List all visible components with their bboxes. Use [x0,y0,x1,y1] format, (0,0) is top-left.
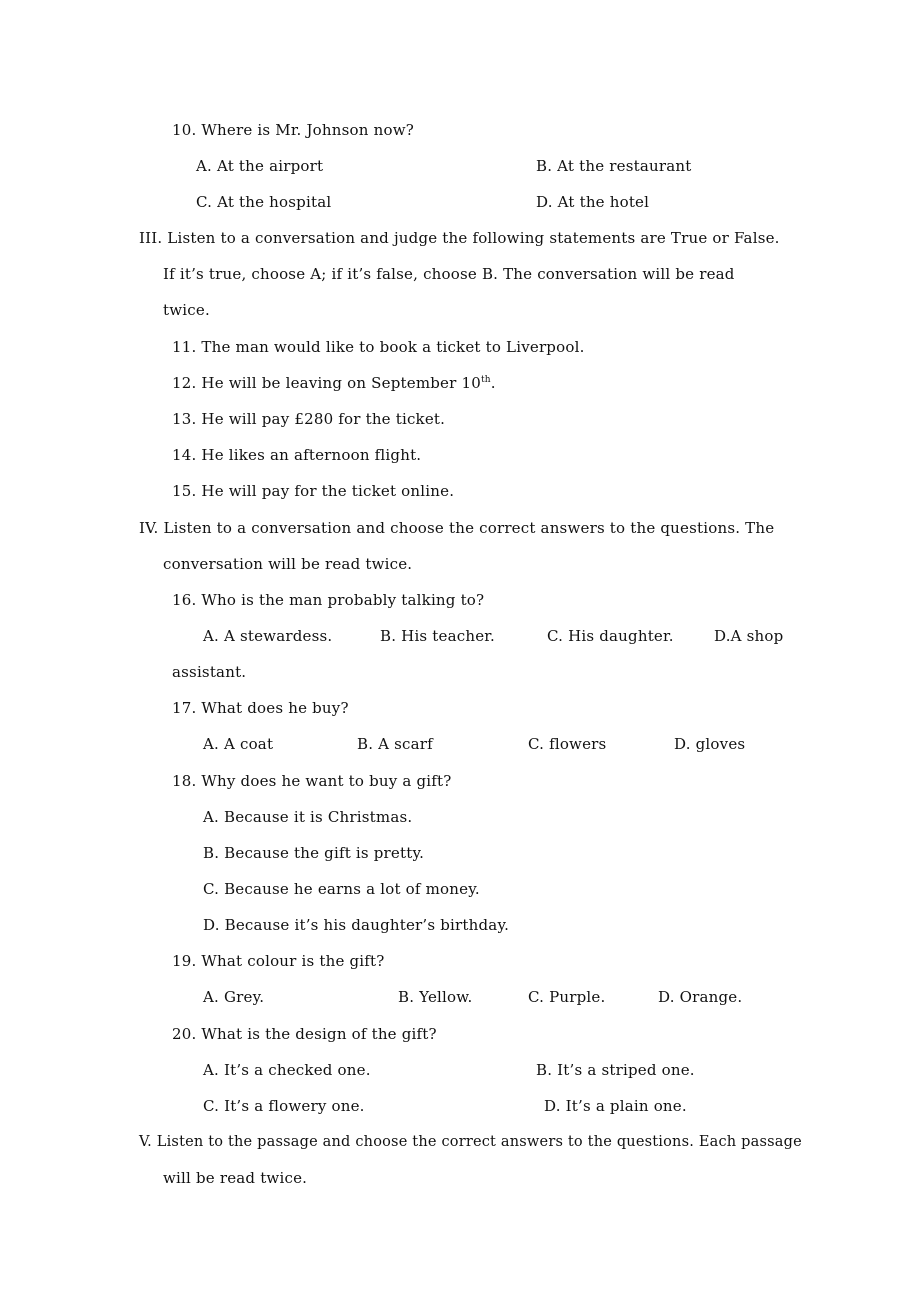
q19-option-a: A. Grey. [203,988,265,1006]
section-3-instructions: If it’s true, choose A; if it’s false, choose B. The conversation will be read [163,265,735,283]
q20-option-d: D. It’s a plain one. [544,1097,687,1115]
statement-15: 15. He will pay for the ticket online. [172,482,455,500]
question-17: 17. What does he buy? [172,699,349,717]
q20-option-c: C. It’s a flowery one. [203,1097,365,1115]
q10-option-a: A. At the airport [196,157,324,175]
q16-option-b: B. His teacher. [380,627,495,645]
q19-option-b: B. Yellow. [398,988,473,1006]
question-18: 18. Why does he want to buy a gift? [172,772,452,790]
question-10: 10. Where is Mr. Johnson now? [172,121,414,139]
q10-option-d: D. At the hotel [536,193,650,211]
statement-13: 13. He will pay £280 for the ticket. [172,410,446,428]
section-3-instructions-end: twice. [163,301,210,319]
section-3-heading: III. Listen to a conversation and judge the following statements are True or False. [139,229,780,247]
q17-option-b: B. A scarf [357,735,433,753]
q19-option-c: C. Purple. [528,988,606,1006]
section-5-instructions: will be read twice. [163,1169,308,1187]
q10-option-b: B. At the restaurant [536,157,692,175]
q18-option-d: D. Because it’s his daughter’s birthday. [203,916,510,934]
question-20: 20. What is the design of the gift? [172,1025,437,1043]
question-16: 16. Who is the man probably talking to? [172,591,485,609]
statement-11: 11. The man would like to book a ticket to Liverpool. [172,338,585,356]
q16-option-d: D.A shop [714,627,784,645]
q18-option-b: B. Because the gift is pretty. [203,844,425,862]
section-4-heading: IV. Listen to a conversation and choose the correct answers to the questions. The [139,519,775,537]
q16-option-a: A. A stewardess. [203,627,333,645]
q17-option-c: C. flowers [528,735,607,753]
q17-option-d: D. gloves [674,735,746,753]
section-5-heading: V. Listen to the passage and choose the correct answers to the questions. Each passage [139,1134,802,1150]
q16-option-d-continued: assistant. [172,663,247,681]
q18-option-a: A. Because it is Christmas. [203,808,413,826]
superscript-th: th [480,375,491,385]
q20-option-b: B. It’s a striped one. [536,1061,695,1079]
statement-12: 12. He will be leaving on September 10th. [172,374,496,392]
q16-option-c: C. His daughter. [547,627,674,645]
q20-option-a: A. It’s a checked one. [203,1061,371,1079]
section-4-instructions: conversation will be read twice. [163,555,413,573]
q17-option-a: A. A coat [203,735,274,753]
q19-option-d: D. Orange. [658,988,743,1006]
q18-option-c: C. Because he earns a lot of money. [203,880,480,898]
statement-14: 14. He likes an afternoon flight. [172,446,422,464]
q10-option-c: C. At the hospital [196,193,332,211]
question-19: 19. What colour is the gift? [172,952,385,970]
